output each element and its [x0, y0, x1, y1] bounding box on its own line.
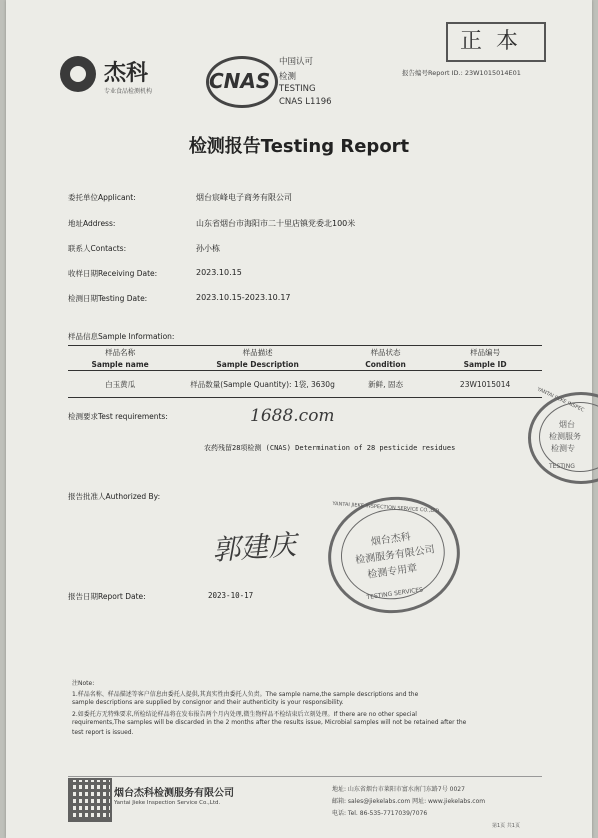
address-value: 山东省烟台市海阳市二十里店镇党委北100米	[196, 219, 356, 228]
note-line-4: requirements,The samples will be discarded in the 2 months after the results issue, Microbial samples will not be retained after the	[72, 719, 467, 726]
original-stamp: 正本	[446, 22, 546, 62]
header-sample-id-en: Sample ID	[428, 359, 542, 371]
sample-table	[68, 345, 542, 398]
receiving-date-label: 收样日期Receiving Date:	[68, 269, 158, 278]
table-row	[68, 371, 542, 398]
header-sample-desc-en: Sample Description	[172, 359, 343, 371]
receiving-date-value: 2023.10.15	[196, 268, 242, 277]
header-sample-desc-cn: 样品描述	[172, 346, 343, 360]
side-seal-bottom: TESTING	[549, 463, 575, 470]
watermark-text: 1688.com	[250, 406, 335, 426]
side-seal-cn-top: 烟台	[559, 420, 575, 429]
qr-code-icon	[68, 778, 112, 822]
cnas-side-3: TESTING	[279, 84, 316, 94]
cell-sample-name: 白玉黄瓜	[68, 371, 172, 398]
footer-page: 第1页 共1页	[492, 823, 520, 829]
footer-email: 邮箱: sales@jiekelabs.com 网址: www.jiekelabs.com	[332, 798, 486, 805]
cnas-side-2: 检测	[279, 72, 297, 82]
header-condition-cn: 样品状态	[343, 346, 428, 360]
report-title: 检测报告Testing Report	[188, 136, 410, 157]
header-sample-id-cn: 样品编号	[428, 346, 542, 360]
seal-cn-top: 烟台杰科	[370, 531, 412, 549]
header-sample-name-cn: 样品名称	[68, 346, 172, 360]
seal-cn-mid: 检测服务有限公司	[354, 544, 436, 567]
contacts-label: 联系人Contacts:	[68, 244, 127, 253]
report-paper	[6, 0, 592, 838]
seal-bottom: TESTING SERVICES	[366, 586, 424, 602]
contacts-value: 孙小栋	[196, 244, 220, 253]
report-date-value: 2023-10-17	[208, 591, 254, 600]
footer-address: 地址: 山东省烟台市莱阳市富水南门东路7号 0027	[332, 786, 465, 793]
company-logo-name: 杰科	[104, 61, 149, 86]
side-seal-cn-mid: 检测服务	[549, 432, 581, 441]
header-sample-name-en: Sample name	[68, 359, 172, 371]
company-seal-icon	[321, 488, 468, 621]
cell-sample-id: 23W1015014	[428, 371, 542, 398]
note-line-3: 2.如委托方无特殊要求,所检结论样品将在发布报告两个月内处理,微生物样品不检结束后立刻处理。If there are no other special	[72, 711, 417, 718]
testing-date-label: 检测日期Testing Date:	[68, 294, 148, 303]
test-req-label: 检测要求Test requirements:	[68, 412, 168, 421]
report-date-label: 报告日期Report Date:	[68, 592, 146, 601]
cnas-side-4: CNAS L1196	[279, 97, 332, 107]
note-line-2: sample descriptions are supplied by consignor and their authenticity is your responsibility.	[72, 699, 344, 706]
sample-info-heading: 样品信息Sample Information:	[68, 332, 175, 341]
footer-company-cn: 烟台杰科检测服务有限公司	[114, 788, 234, 799]
report-id: 报告编号Report ID.: 23W1015014E01	[402, 69, 521, 77]
side-seal-cn-bot: 检测专	[551, 444, 575, 453]
header-condition-en: Condition	[343, 359, 428, 371]
jieke-logo-icon	[60, 56, 96, 92]
test-requirement-value: 农药残留28项检测 (CNAS) Determination of 28 pesticide residues	[204, 444, 456, 452]
side-seal-icon	[528, 386, 598, 484]
applicant-value: 烟台宸峰电子商务有限公司	[196, 193, 292, 202]
signature: 郭建庆	[211, 528, 298, 567]
applicant-label: 委托单位Applicant:	[68, 193, 136, 202]
note-line-1: 1.样品名称、样品描述等客户信息由委托人提供,其真实性由委托人负责。The sample name,the sample descriptions and the	[72, 691, 419, 698]
authorized-label: 报告批准人Authorized By:	[68, 492, 161, 501]
footer-phone: 电话: Tel. 86-535-7717039/7076	[332, 810, 428, 817]
cnas-side-1: 中国认可	[279, 57, 314, 67]
cnas-logo-text: CNAS	[209, 69, 271, 93]
note-title: 注Note:	[72, 680, 95, 687]
seal-ring: YANTAI JIEKE INSPECTION SERVICE CO.,LTD	[332, 500, 440, 515]
address-label: 地址Address:	[68, 219, 116, 228]
cell-sample-desc: 样品数量(Sample Quantity): 1袋, 3630g	[172, 371, 343, 398]
seal-cn-bot: 检测专用章	[366, 562, 418, 581]
note-line-5: test report is issued.	[72, 729, 134, 736]
side-seal-ring: YANTAI JIEKE INSPEC	[536, 386, 586, 414]
footer-company-en: Yantai Jieke Inspection Service Co.,Ltd.	[114, 800, 221, 806]
cell-condition: 新鲜, 固态	[343, 371, 428, 398]
testing-date-value: 2023.10.15-2023.10.17	[196, 293, 291, 302]
company-logo-sub: 专业食品检测机构	[104, 88, 153, 95]
footer-divider	[68, 776, 542, 777]
